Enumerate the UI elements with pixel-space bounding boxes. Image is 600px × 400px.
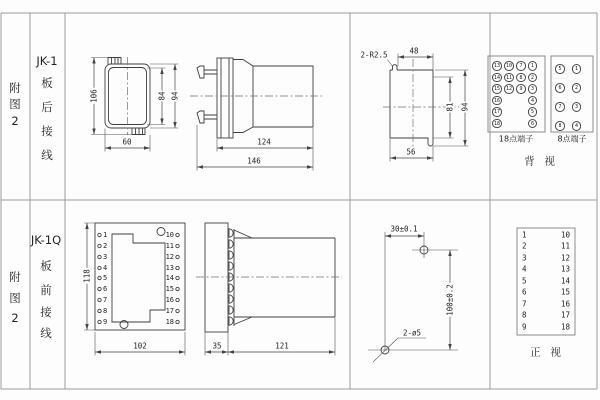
terminal-number: 1 [103, 231, 108, 239]
terminal-number: 18 [165, 318, 174, 326]
table-number: 10 [560, 230, 570, 240]
terminal-number: 5 [103, 274, 108, 282]
terminal-number: 13 [165, 264, 174, 272]
dim-hole-spacing-x: 30±0.1 [390, 224, 418, 234]
table-number: 8 [522, 310, 527, 320]
table-number: 3 [522, 253, 527, 263]
table-number: 16 [560, 299, 570, 309]
terminal-circle: 5 [555, 64, 565, 74]
jk1q-drill-plan-drawing [368, 232, 458, 362]
table-number: 2 [522, 241, 527, 251]
dim-width: 60 [122, 137, 132, 147]
fig-label-char: 2 [11, 114, 19, 128]
terminal-number: 14 [165, 274, 174, 282]
model-label-jk1q: JK-1Q [30, 233, 62, 247]
fig-label-char: 附 [9, 270, 21, 284]
terminal-circle: 1 [572, 64, 582, 74]
terminal-circle: 13 [494, 63, 501, 70]
rear-view-label: 背 视 [524, 155, 556, 168]
dim-front-width: 102 [133, 341, 147, 351]
table-number: 14 [560, 276, 570, 286]
terminal-number: 15 [165, 285, 174, 293]
model-label-jk1: JK-1 [36, 54, 58, 68]
terminal-circle: 12 [506, 86, 513, 93]
table-number: 1 [522, 230, 527, 240]
terminal-circle: 14 [494, 74, 501, 81]
jk1q-side-view-drawing [196, 223, 342, 356]
wiring-char: 接 [41, 124, 53, 138]
dim-total-length: 146 [247, 156, 261, 166]
table-number: 7 [522, 299, 527, 309]
terminal-circle: 7 [555, 102, 565, 112]
dim-overall-height: 106 [89, 89, 99, 103]
fig-label-char: 图 [9, 291, 21, 305]
terminal-number: 2 [103, 242, 108, 250]
table-number: 4 [522, 264, 527, 274]
wiring-char: 板 [40, 259, 52, 273]
fig-label-char: 2 [11, 311, 19, 325]
wiring-char: 前 [40, 283, 52, 297]
terminal-18-label: 18点端子 [498, 134, 534, 144]
table-number: 5 [522, 276, 527, 286]
terminal-circle: 5 [528, 107, 538, 117]
table-number: 13 [560, 264, 570, 274]
terminal-circle: 15 [494, 86, 501, 93]
terminal-number: 7 [103, 296, 108, 304]
wiring-char: 后 [41, 100, 53, 114]
terminal-circle: 17 [494, 109, 501, 116]
terminal-circle: 1 [528, 61, 538, 71]
cutout-radius-note: 2-R2.5 [360, 50, 388, 60]
terminal-number: 12 [165, 253, 174, 261]
terminal-number: 9 [103, 318, 108, 326]
terminal-number: 8 [103, 307, 108, 315]
terminal-circle: 18 [494, 120, 501, 127]
table-number: 18 [560, 322, 570, 332]
jk1-side-view-drawing [190, 58, 322, 171]
terminal-circle: 3 [528, 84, 538, 94]
hole-diameter-note: 2-ø5 [402, 328, 422, 338]
terminal-circle: 8 [516, 73, 526, 83]
terminal-circle: 4 [528, 96, 538, 106]
jk1-front-view-drawing [91, 57, 179, 152]
wiring-char: 接 [40, 305, 52, 319]
terminal-number: 4 [103, 264, 108, 272]
terminal-circle: 3 [572, 102, 582, 112]
dim-inner-height: 84 [157, 91, 167, 101]
table-number: 17 [560, 310, 570, 320]
table-number: 11 [560, 241, 570, 251]
front-view-label: 正 视 [530, 346, 562, 359]
dim-body-length: 124 [257, 137, 271, 147]
jk1-panel-cutout-drawing [383, 54, 469, 162]
dim-body-depth: 121 [275, 341, 289, 351]
table-number: 9 [522, 322, 527, 332]
dim-hole-spacing-y: 100±0.2 [445, 284, 455, 316]
terminal-number: 6 [103, 285, 108, 293]
dim-plate-depth: 35 [212, 341, 222, 351]
wiring-char: 板 [41, 76, 53, 90]
dim-front-height: 118 [82, 269, 92, 283]
wiring-char: 线 [40, 326, 52, 340]
table-number: 6 [522, 287, 527, 297]
terminal-circle: 6 [555, 83, 565, 93]
table-number: 12 [560, 253, 570, 263]
cutout-inner-height: 81 [445, 102, 455, 112]
terminal-circle: 2 [528, 73, 538, 83]
terminal-circle: 8 [555, 121, 565, 131]
terminal-number: 3 [103, 253, 108, 261]
terminal-circle: 7 [516, 61, 526, 71]
cutout-top-width: 48 [409, 46, 419, 56]
terminal-circle: 11 [506, 74, 513, 81]
cutout-bottom-width: 56 [406, 147, 416, 157]
dim-body-height: 94 [170, 91, 180, 101]
terminal-circle: 6 [528, 119, 538, 129]
terminal-number: 11 [165, 242, 174, 250]
terminal-number: 10 [165, 231, 174, 239]
terminal-circle: 4 [572, 121, 582, 131]
terminal-circle: 2 [572, 83, 582, 93]
wiring-char: 线 [41, 148, 53, 162]
terminal-circle: 16 [494, 97, 501, 104]
cutout-overall-height: 94 [460, 102, 470, 112]
terminal-number: 17 [165, 307, 174, 315]
terminal-circle: 10 [506, 63, 513, 70]
terminal-circle: 9 [516, 84, 526, 94]
fig-label-char: 图 [9, 97, 21, 111]
table-number: 15 [560, 287, 570, 297]
terminal-8-label: 8点端子 [557, 134, 587, 144]
terminal-number: 16 [165, 296, 174, 304]
fig-label-char: 附 [9, 81, 21, 95]
